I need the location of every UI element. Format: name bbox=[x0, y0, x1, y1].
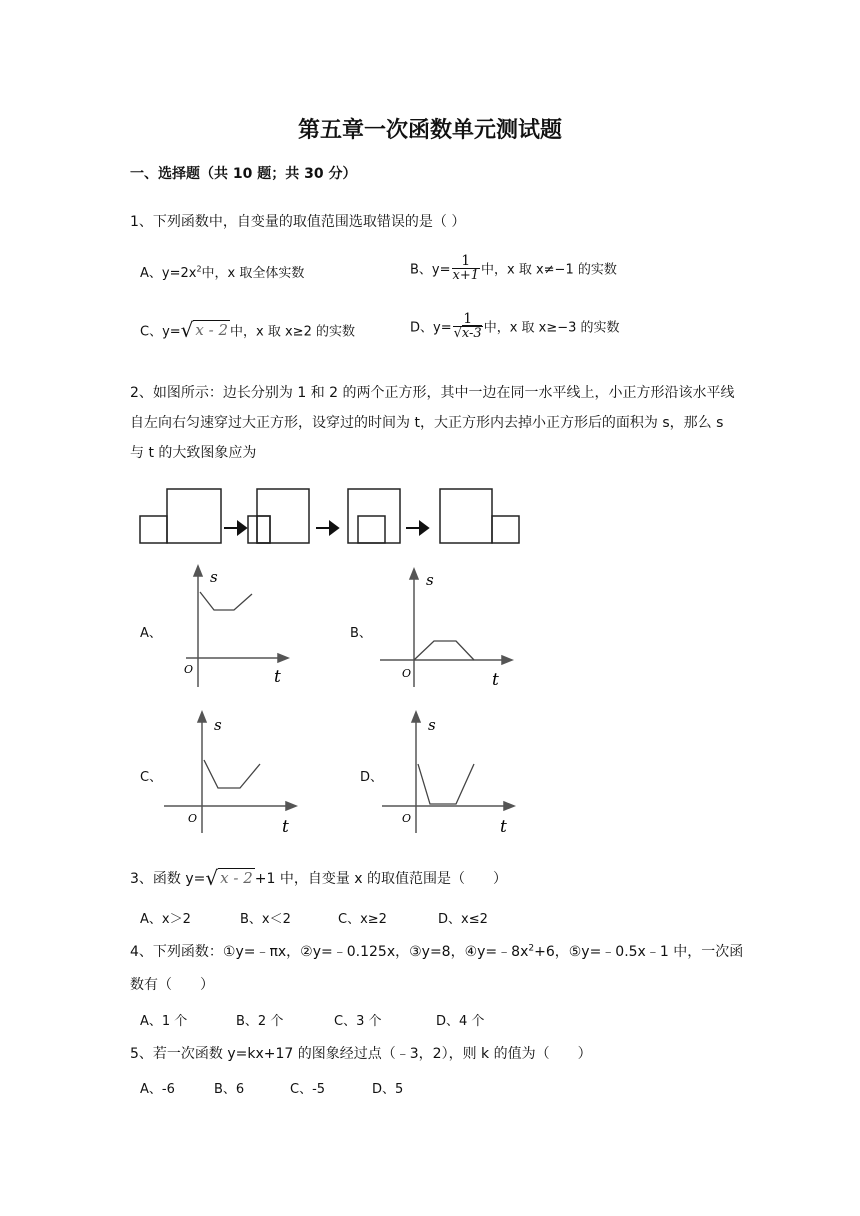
question-3-radicand: x - 2 bbox=[220, 869, 253, 887]
question-5-option-c: C、-5 bbox=[290, 1082, 326, 1097]
graph-a-axis-s: s bbox=[210, 568, 218, 586]
graph-c-label: C、 bbox=[140, 770, 163, 785]
option-d-radicand: x-3 bbox=[461, 326, 482, 341]
graph-c-origin: O bbox=[188, 812, 198, 825]
option-b-tail: 中，x 取 x≠−1 的实数 bbox=[481, 262, 617, 278]
question-5-option-a: A、-6 bbox=[140, 1082, 175, 1097]
question-4-stem-pre: 4、下列函数：①y=﹣πx，②y=﹣0.125x，③y=8，④y=﹣8x bbox=[130, 944, 529, 960]
graph-b bbox=[376, 565, 516, 695]
small-square-3 bbox=[358, 516, 385, 543]
graph-c-x-arrow bbox=[286, 802, 296, 810]
option-a-tail: 中，x 取全体实数 bbox=[201, 266, 305, 281]
graph-b-axis-t: t bbox=[492, 670, 499, 690]
graph-d-axis-t: t bbox=[500, 817, 507, 837]
question-4-option-c: C、3 个 bbox=[334, 1014, 382, 1029]
option-b-fraction bbox=[452, 254, 481, 282]
graph-d-axis-s: s bbox=[428, 716, 436, 734]
question-3-option-c: C、x≥2 bbox=[338, 912, 387, 927]
question-5-option-b: B、6 bbox=[214, 1082, 245, 1097]
option-a-label: A、y=2x bbox=[140, 266, 197, 281]
graph-c-curve bbox=[204, 760, 260, 788]
small-square-2 bbox=[257, 516, 270, 543]
graph-a bbox=[172, 562, 292, 692]
graph-a-x-arrow bbox=[278, 654, 288, 662]
question-4-stem-line-2: 数有（ ） bbox=[130, 977, 214, 993]
option-c-label: C、y= bbox=[140, 324, 181, 340]
question-1-option-b bbox=[410, 254, 617, 282]
question-3-option-d: D、x≤2 bbox=[438, 912, 488, 927]
option-a-exponent: 2 bbox=[196, 264, 202, 274]
graph-d-x-arrow bbox=[504, 802, 514, 810]
arrow-1-head bbox=[238, 522, 246, 534]
small-square-2-outline bbox=[248, 516, 270, 543]
page-title: 第五章一次函数单元测试题 bbox=[297, 118, 562, 143]
graph-b-y-arrow bbox=[410, 569, 418, 579]
question-2-stem: 2、如图所示：边长分别为 1 和 2 的两个正方形，其中一边在同一水平线上，小正方形沿该水平线自左向右匀速穿过大正方形，设穿过的时间为 t，大正方形内去掉小正方形后的面积为 s，那么 s 与 t 的大致图象应为 bbox=[130, 385, 735, 461]
graph-a-label: A、 bbox=[140, 626, 162, 641]
question-3-radical: √ x - 2 bbox=[205, 866, 253, 890]
arrow-2-head bbox=[330, 522, 338, 534]
small-square-1 bbox=[140, 516, 167, 543]
graph-b-label: B、 bbox=[350, 626, 372, 641]
graph-b-x-arrow bbox=[502, 656, 512, 664]
question-4-stem-post: +6，⑤y=﹣0.5x﹣1 中，一次函 bbox=[534, 944, 744, 960]
question-4-stem-line-1 bbox=[130, 941, 743, 961]
large-square-1 bbox=[167, 489, 221, 543]
question-3-option-b: B、x＜2 bbox=[240, 912, 291, 927]
option-c-radical: √ x - 2 bbox=[180, 318, 229, 342]
graph-b-origin: O bbox=[402, 667, 412, 680]
option-d-tail: 中，x 取 x≥−3 的实数 bbox=[483, 320, 620, 336]
option-d-label: D、y= bbox=[410, 320, 452, 336]
graph-d-y-arrow bbox=[412, 712, 420, 722]
option-c-radicand: x - 2 bbox=[195, 321, 229, 339]
graph-c-axis-s: s bbox=[214, 716, 222, 734]
question-1-option-a bbox=[140, 262, 304, 281]
squares-sequence-figure bbox=[138, 485, 523, 547]
option-b-denominator: x+1 bbox=[452, 268, 480, 283]
graph-a-origin: O bbox=[184, 663, 194, 676]
question-4-option-a: A、1 个 bbox=[140, 1014, 188, 1029]
question-5-option-d: D、5 bbox=[372, 1082, 404, 1097]
graph-c-axis-t: t bbox=[282, 817, 289, 837]
graph-a-curve bbox=[200, 592, 252, 610]
graph-c-y-arrow bbox=[198, 712, 206, 722]
graph-d-curve bbox=[418, 764, 474, 804]
question-3-stem-pre: 3、函数 y= bbox=[130, 871, 206, 887]
option-c-tail: 中，x 取 x≥2 的实数 bbox=[230, 324, 355, 340]
graph-a-axis-t: t bbox=[274, 667, 281, 687]
graph-b-axis-s: s bbox=[426, 571, 434, 589]
question-1-stem: 1、下列函数中，自变量的取值范围选取错误的是（ ） bbox=[130, 214, 466, 230]
question-4-option-b: B、2 个 bbox=[236, 1014, 284, 1029]
question-4-exponent: 2 bbox=[528, 943, 535, 954]
graph-d-label: D、 bbox=[360, 770, 384, 785]
large-square-4 bbox=[440, 489, 492, 543]
option-d-fraction: $\frac{1}{√x-3}$ bbox=[453, 311, 482, 341]
option-d-numerator: 1 bbox=[463, 311, 473, 327]
question-1-option-d bbox=[410, 312, 620, 340]
graph-d bbox=[380, 708, 520, 838]
question-5-stem: 5、若一次函数 y=kx+17 的图象经过点（﹣3，2），则 k 的值为（ ） bbox=[130, 1046, 592, 1062]
graph-a-y-arrow bbox=[194, 566, 202, 576]
graph-d-origin: O bbox=[402, 812, 412, 825]
arrow-3-head bbox=[420, 522, 428, 534]
graph-b-curve bbox=[414, 641, 474, 660]
question-1-option-c bbox=[140, 318, 355, 342]
question-3-stem-post: +1 中，自变量 x 的取值范围是（ ） bbox=[254, 871, 508, 887]
section-heading: 一、选择题（共 10 题；共 30 分） bbox=[130, 166, 357, 182]
option-b-numerator: 1 bbox=[461, 253, 471, 269]
option-b-label: B、y= bbox=[410, 262, 451, 278]
question-4-option-d: D、4 个 bbox=[436, 1014, 485, 1029]
small-square-4 bbox=[492, 516, 519, 543]
question-3-stem bbox=[130, 866, 507, 890]
question-3-option-a: A、x＞2 bbox=[140, 912, 191, 927]
graph-c bbox=[162, 708, 302, 838]
